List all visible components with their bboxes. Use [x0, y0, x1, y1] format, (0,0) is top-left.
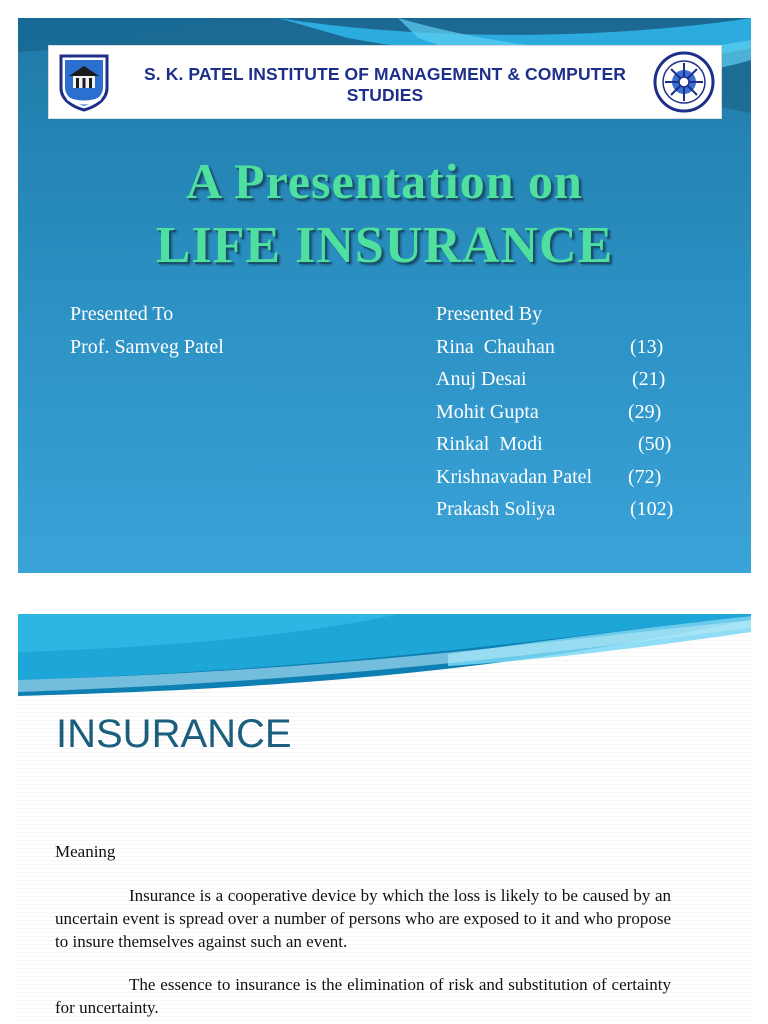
presenter-roll: (21): [632, 368, 666, 391]
meaning-label: Meaning: [55, 842, 116, 861]
institute-seal-icon: [653, 51, 715, 113]
presenter-name: Anuj Desai: [436, 368, 527, 391]
definition-paragraph: Insurance is a cooperative device by which the loss is likely to be caused by an uncertain event is spread over a number of persons who are exposed to it and who propose to insure themselves against such an event.: [55, 886, 671, 951]
presenter-name: Rina Chauhan: [436, 336, 555, 358]
presenter-row: [436, 433, 696, 465]
title-slide: [18, 18, 751, 573]
institute-header: [48, 45, 722, 119]
decorative-swoosh: [18, 614, 751, 704]
presenter-list: [436, 336, 696, 530]
presenter-name: Mohit Gupta: [436, 400, 539, 423]
institute-logo-icon: [57, 52, 111, 112]
institute-name: S. K. PATEL INSTITUTE OF MANAGEMENT & COMPUTER STUDIES: [144, 64, 626, 105]
essence-paragraph: The essence to insurance is the elimination of risk and substitution of certainty for uncertainty.: [55, 975, 671, 1017]
presenter-name: Krishnavadan Patel: [436, 465, 593, 488]
presenter-row: [436, 401, 696, 433]
presenter-name: Prakash Soliya: [436, 497, 556, 520]
presenter-row: [436, 368, 696, 400]
presenter-name: Rinkal Modi: [436, 433, 543, 456]
presenter-roll: (50): [638, 433, 672, 456]
presenter-row: [436, 466, 696, 498]
presenter-roll: (72): [628, 465, 662, 488]
presenter-roll: (13): [630, 336, 664, 358]
insurance-slide: [18, 614, 751, 1024]
presented-by-label: Presented By: [436, 303, 543, 325]
presented-to-label: Presented To: [70, 303, 174, 325]
presenter-roll: (102): [630, 497, 674, 520]
presenter-row: [436, 336, 696, 368]
presentation-title-line2: LIFE INSURANCE: [155, 217, 614, 274]
professor-name: Prof. Samveg Patel: [70, 336, 224, 358]
presenter-roll: (29): [628, 400, 662, 423]
slide-heading: INSURANCE: [56, 712, 292, 756]
presenter-row: [436, 498, 696, 530]
presentation-title-line1: A Presentation on: [186, 153, 583, 209]
